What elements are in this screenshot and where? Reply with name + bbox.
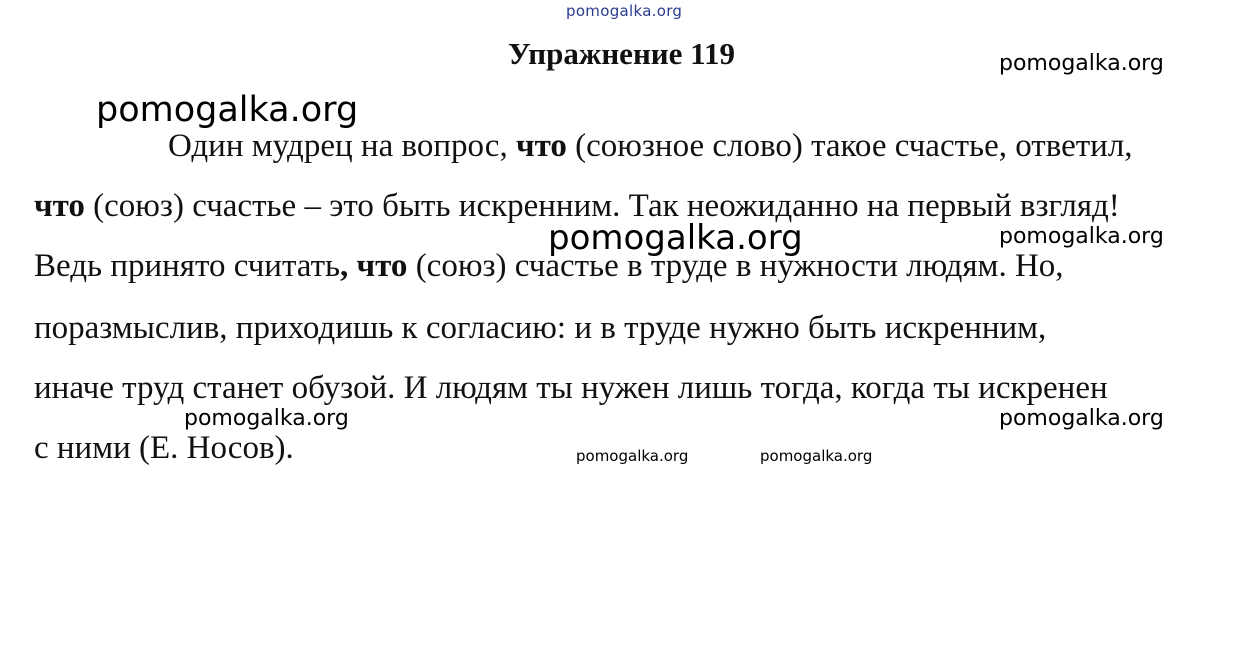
text-segment: Ведь принято считать [34,248,341,284]
text-line-5 [34,370,1108,407]
text-line-6 [34,430,294,467]
text-segment: поразмыслив, приходишь к согласию: и в труде нужно быть искренним, [34,310,1047,346]
text-line-4 [34,310,1046,347]
watermark-right-2: pomogalka.org [999,224,1164,249]
watermark-right-1: pomogalka.org [999,51,1164,76]
text-segment: (союз) счастье в труде в нужности людям. Но, [407,248,1064,284]
bold-word: , что [340,248,408,284]
watermark-top: pomogalka.org [566,2,683,20]
watermark-small-1: pomogalka.org [576,447,689,465]
watermark-big-center: pomogalka.org [548,218,803,258]
watermark-left-3: pomogalka.org [184,406,349,431]
text-segment: с ними (Е. Носов). [34,430,294,466]
exercise-title: Упражнение 119 [508,36,735,71]
text-line-3 [34,248,1064,285]
text-segment: иначе труд станет обузой. И людям ты нужен лишь тогда, когда ты искренен [34,370,1108,406]
bold-word: что [515,128,567,164]
bold-word: что [34,188,85,224]
watermark-small-2: pomogalka.org [760,447,873,465]
text-line-1 [168,128,1133,165]
text-segment: (союзное слово) такое счастье, ответил, [566,128,1133,164]
watermark-right-3: pomogalka.org [999,406,1164,431]
text-segment: Один мудрец на вопрос, [168,128,516,164]
watermark-big-left: pomogalka.org [96,90,359,130]
text-segment: (союз) счастье – это быть искренним. Так неожиданно на первый взгляд! [84,188,1120,224]
